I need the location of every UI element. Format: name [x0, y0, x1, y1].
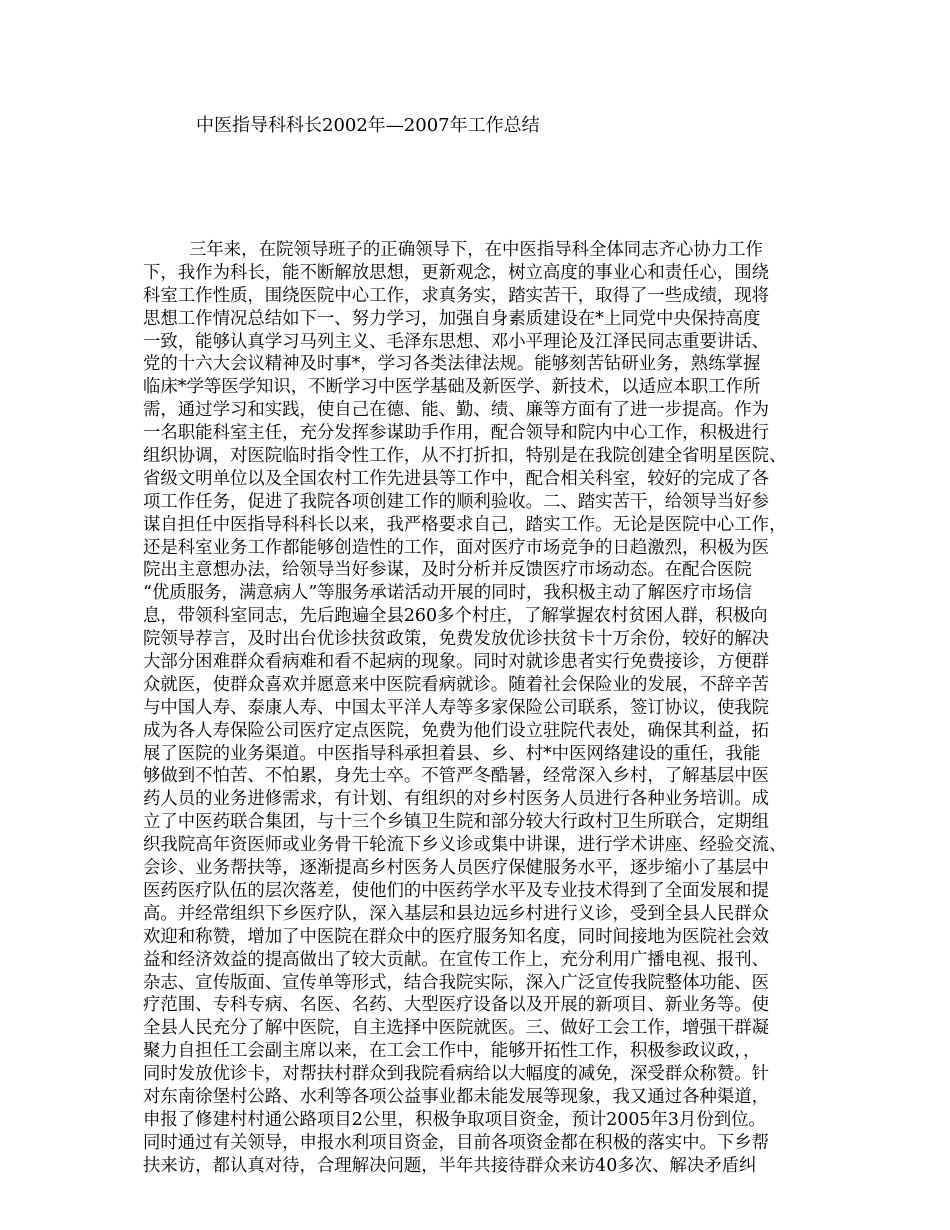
- document-body: [143, 239, 823, 1178]
- paragraph-line: 聚力自担任工会副主席以来，在工会工作中，能够开拓性工作，积极参政议政，，: [143, 1041, 761, 1062]
- paragraph-line: 一名职能科室主任，充分发挥参谋助手作用，配合领导和院内中心工作，积极进行: [143, 423, 770, 444]
- paragraph-line: 临床*学等医学知识，不断学习中医学基础及新医学、新技术，以适应本职工作所: [143, 377, 761, 398]
- paragraph-line: 医药医疗队伍的层次落差，使他们的中医药学水平及专业技术得到了全面发展和提: [143, 880, 770, 901]
- paragraph-line: 杂志、宣传版面、宣传单等形式，结合我院实际，深入广泛宣传我院整体功能、医: [143, 972, 770, 993]
- paragraph-line: 党的十六大会议精神及时事*，学习各类法律法规。能够刻苦钻研业务，熟练掌握: [143, 354, 761, 375]
- paragraph-line: 组织协调，对医院临时指令性工作，从不打折扣，特别是在我院创建全省明星医院、: [143, 446, 787, 467]
- paragraph-line: 会诊、业务帮扶等，逐渐提高乡村医务人员医疗保健服务水平，逐步缩小了基层中: [143, 858, 770, 879]
- paragraph-line: 申报了修建村村通公路项目2公里，积极争取项目资金，预计2005年3月份到位。: [143, 1109, 766, 1130]
- paragraph-line: 展了医院的业务渠道。中医指导科承担着县、乡、村*中医网络建设的重任，我能: [143, 743, 761, 764]
- paragraph-line: 众就医，使群众喜欢并愿意来中医院看病就诊。随着社会保险业的发展，不辞辛苦: [143, 674, 770, 695]
- paragraph-line: 益和经济效益的提高做出了较大贡献。在宣传工作上，充分利用广播电视、报刊、: [143, 949, 770, 970]
- paragraph-line: 还是科室业务工作都能够创造性的工作，面对医疗市场竞争的日趋激烈，积极为医: [143, 537, 770, 558]
- paragraph-line: 对东南徐堡村公路、水利等各项公益事业都未能发展等现象，我又通过各种渠道，: [143, 1086, 770, 1107]
- paragraph-line: 息，带领科室同志，先后跑遍全县260多个村庄，了解掌握农村贫困人群，积极向: [143, 606, 768, 627]
- paragraph-line: 立了中医药联合集团，与十三个乡镇卫生院和部分较大行政村卫生所联合，定期组: [143, 812, 770, 833]
- paragraph-line: 思想工作情况总结如下一、努力学习，加强自身素质建设在*上同党中央保持高度: [143, 308, 761, 329]
- paragraph-line: 扶来访，都认真对待，合理解决问题，半年共接待群众来访40多次、解决矛盾纠: [143, 1155, 757, 1176]
- paragraph-line: 同时发放优诊卡，对帮扶村群众到我院看病给以大幅度的减免，深受群众称赞。针: [143, 1064, 770, 1085]
- paragraph-line: 成为各人寿保险公司医疗定点医院，免费为他们设立驻院代表处，确保其利益，拓: [143, 720, 770, 741]
- paragraph-line: 科室工作性质，围绕医院中心工作，求真务实，踏实苦干，取得了一些成绩，现将: [143, 285, 770, 306]
- paragraph-line: 下，我作为科长，能不断解放思想，更新观念，树立高度的事业心和责任心，围绕: [143, 262, 770, 283]
- paragraph-line: 院出主意想办法，给领导当好参谋，及时分析并反馈医疗市场动态。在配合医院: [143, 560, 752, 581]
- paragraph-line: 全县人民充分了解中医院，自主选择中医院就医。三、做好工会工作，增强干群凝: [143, 1018, 770, 1039]
- paragraph-line: 项工作任务，促进了我院各项创建工作的顺利验收。二、踏实苦干，给领导当好参: [143, 491, 770, 512]
- paragraph-line: 够做到不怕苦、不怕累，身先士卒。不管严冬酷暑，经常深入乡村，了解基层中医: [143, 766, 770, 787]
- paragraph-line: 织我院高年资医师或业务骨干轮流下乡义诊或集中讲课，进行学术讲座、经验交流、: [143, 835, 787, 856]
- paragraph-line: 院领导荐言，及时出台优诊扶贫政策，免费发放优诊扶贫卡十万余份，较好的解决: [143, 629, 770, 650]
- paragraph-line: 疗范围、专科专病、名医、名药、大型医疗设备以及开展的新项目、新业务等。使: [143, 995, 770, 1016]
- paragraph-line: “优质服务，满意病人”等服务承诺活动开展的同时，我积极主动了解医疗市场信: [143, 583, 753, 604]
- document-title: 中医指导科科长2002年—2007年工作总结: [196, 115, 540, 136]
- paragraph-line: 同时通过有关领导，申报水利项目资金，目前各项资金都在积极的落实中。下乡帮: [143, 1132, 770, 1153]
- paragraph-first-line: 三年来，在院领导班子的正确领导下，在中医指导科全体同志齐心协力工作: [189, 240, 763, 260]
- paragraph-line: 谋自担任中医指导科科长以来，我严格要求自己，踏实工作。无论是医院中心工作，: [143, 514, 787, 535]
- paragraph-line: 药人员的业务进修需求，有计划、有组织的对乡村医务人员进行各种业务培训。成: [143, 789, 770, 810]
- paragraph-line: 欢迎和称赞，增加了中医院在群众中的医疗服务知名度，同时间接地为医院社会效: [143, 926, 770, 947]
- paragraph-line: 一致，能够认真学习马列主义、毛泽东思想、邓小平理论及江泽民同志重要讲话、: [143, 331, 770, 352]
- paragraph-line: 大部分困难群众看病难和看不起病的现象。同时对就诊患者实行免费接诊，方便群: [143, 652, 770, 673]
- paragraph-line: 高。并经常组织下乡医疗队，深入基层和县边远乡村进行义诊，受到全县人民群众: [143, 903, 770, 924]
- paragraph-line: 需，通过学习和实践，使自己在德、能、勤、绩、廉等方面有了进一步提高。作为: [143, 400, 770, 421]
- paragraph-line: 与中国人寿、泰康人寿、中国太平洋人寿等多家保险公司联系，签订协议，使我院: [143, 697, 770, 718]
- paragraph-line: 省级文明单位以及全国农村工作先进县等工作中，配合相关科室，较好的完成了各: [143, 468, 770, 489]
